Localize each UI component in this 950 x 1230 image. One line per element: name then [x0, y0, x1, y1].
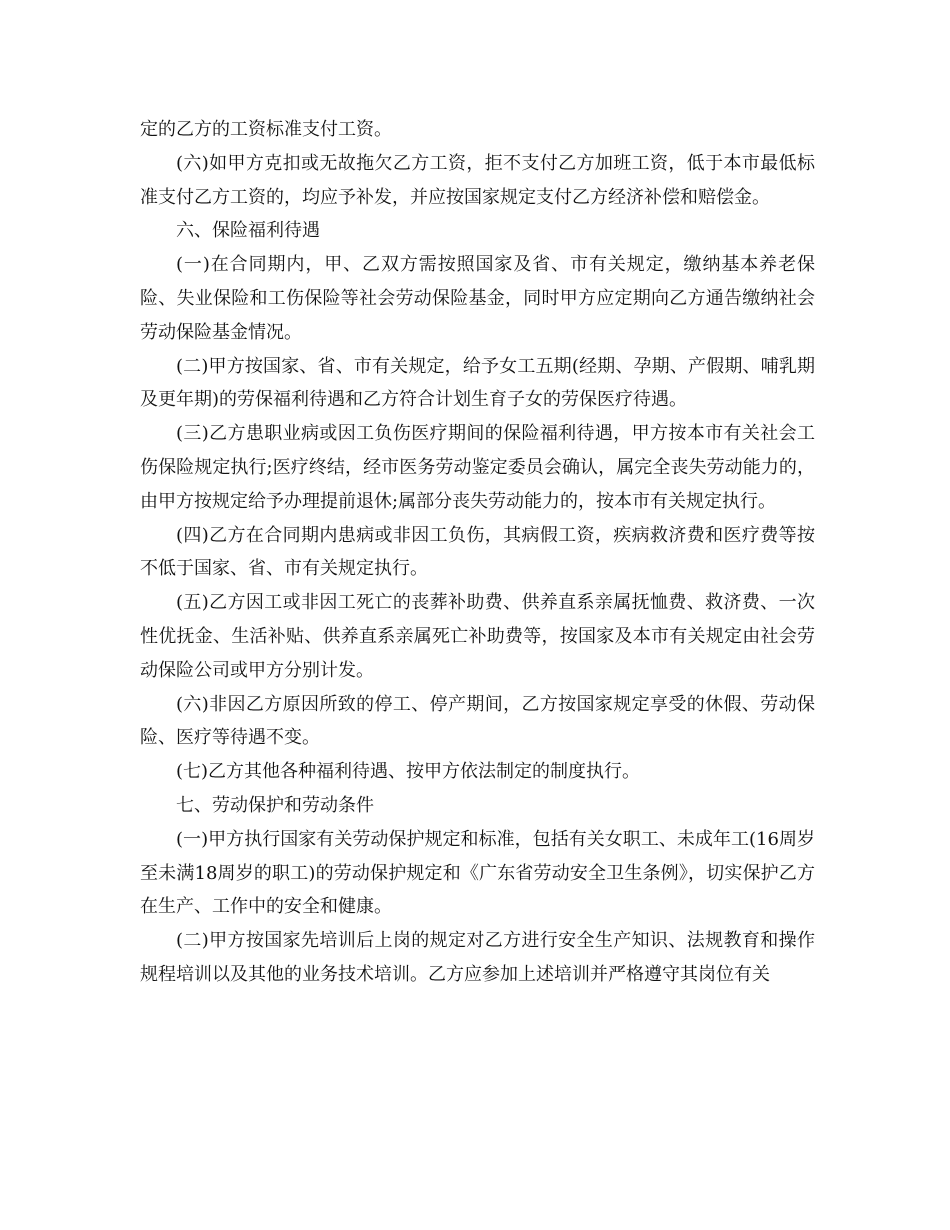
document-body [140, 113, 815, 992]
paragraph-sick-leave: (四)乙方在合同期内患病或非因工负伤，其病假工资，疾病救济费和医疗费等按不低于国家、省、市有关规定执行。 [140, 524, 815, 580]
paragraph-wage-compensation: (六)如甲方克扣或无故拖欠乙方工资，拒不支付乙方加班工资，低于本市最低标准支付乙方工资的，均应予补发，并应按国家规定支付乙方经济补偿和赔偿金。 [140, 152, 815, 208]
paragraph-work-stoppage: (六)非因乙方原因所致的停工、停产期间，乙方按国家规定享受的休假、劳动保险、医疗等待遇不变。 [140, 693, 815, 749]
paragraph-occupational-injury: (三)乙方患职业病或因工负伤医疗期间的保险福利待遇，甲方按本市有关社会工伤保险规定执行;医疗终结，经市医务劳动鉴定委员会确认，属完全丧失劳动能力的，由甲方按规定给予办理提前退休;属部分丧失劳动能力的，按本市有关规定执行。 [140, 423, 815, 512]
section-heading-labor-protection: 七、劳动保护和劳动条件 [176, 794, 374, 816]
paragraph-social-insurance: (一)在合同期内，甲、乙双方需按照国家及省、市有关规定，缴纳基本养老保险、失业保险和工伤保险等社会劳动保险基金，同时甲方应定期向乙方通告缴纳社会劳动保险基金情况。 [140, 254, 815, 343]
paragraph-safety-training: (二)甲方按国家先培训后上岗的规定对乙方进行安全生产知识、法规教育和操作规程培训以及其他的业务技术培训。乙方应参加上述培训并严格遵守其岗位有关 [140, 930, 815, 985]
paragraph-death-benefits: (五)乙方因工或非因工死亡的丧葬补助费、供养直系亲属抚恤费、救济费、一次性优抚金、生活补贴、供养直系亲属死亡补助费等，按国家及本市有关规定由社会劳动保险公司或甲方分别计发。 [140, 592, 815, 681]
paragraph-other-benefits: (七)乙方其他各种福利待遇、按甲方依法制定的制度执行。 [176, 761, 641, 783]
paragraph-protection-standards: (一)甲方执行国家有关劳动保护规定和标准，包括有关女职工、未成年工(16周岁至未满18周岁的职工)的劳动保护规定和《广东省劳动安全卫生条例》，切实保护乙方在生产、工作中的安全和健康。 [140, 828, 815, 918]
paragraph-continuation: 定的乙方的工资标准支付工资。 [140, 119, 392, 140]
section-heading-insurance-welfare: 六、保险福利待遇 [176, 220, 320, 242]
paragraph-female-workers-benefits: (二)甲方按国家、省、市有关规定，给予女工五期(经期、孕期、产假期、哺乳期及更年期)的劳保福利待遇和乙方符合计划生育子女的劳保医疗待遇。 [140, 355, 815, 411]
